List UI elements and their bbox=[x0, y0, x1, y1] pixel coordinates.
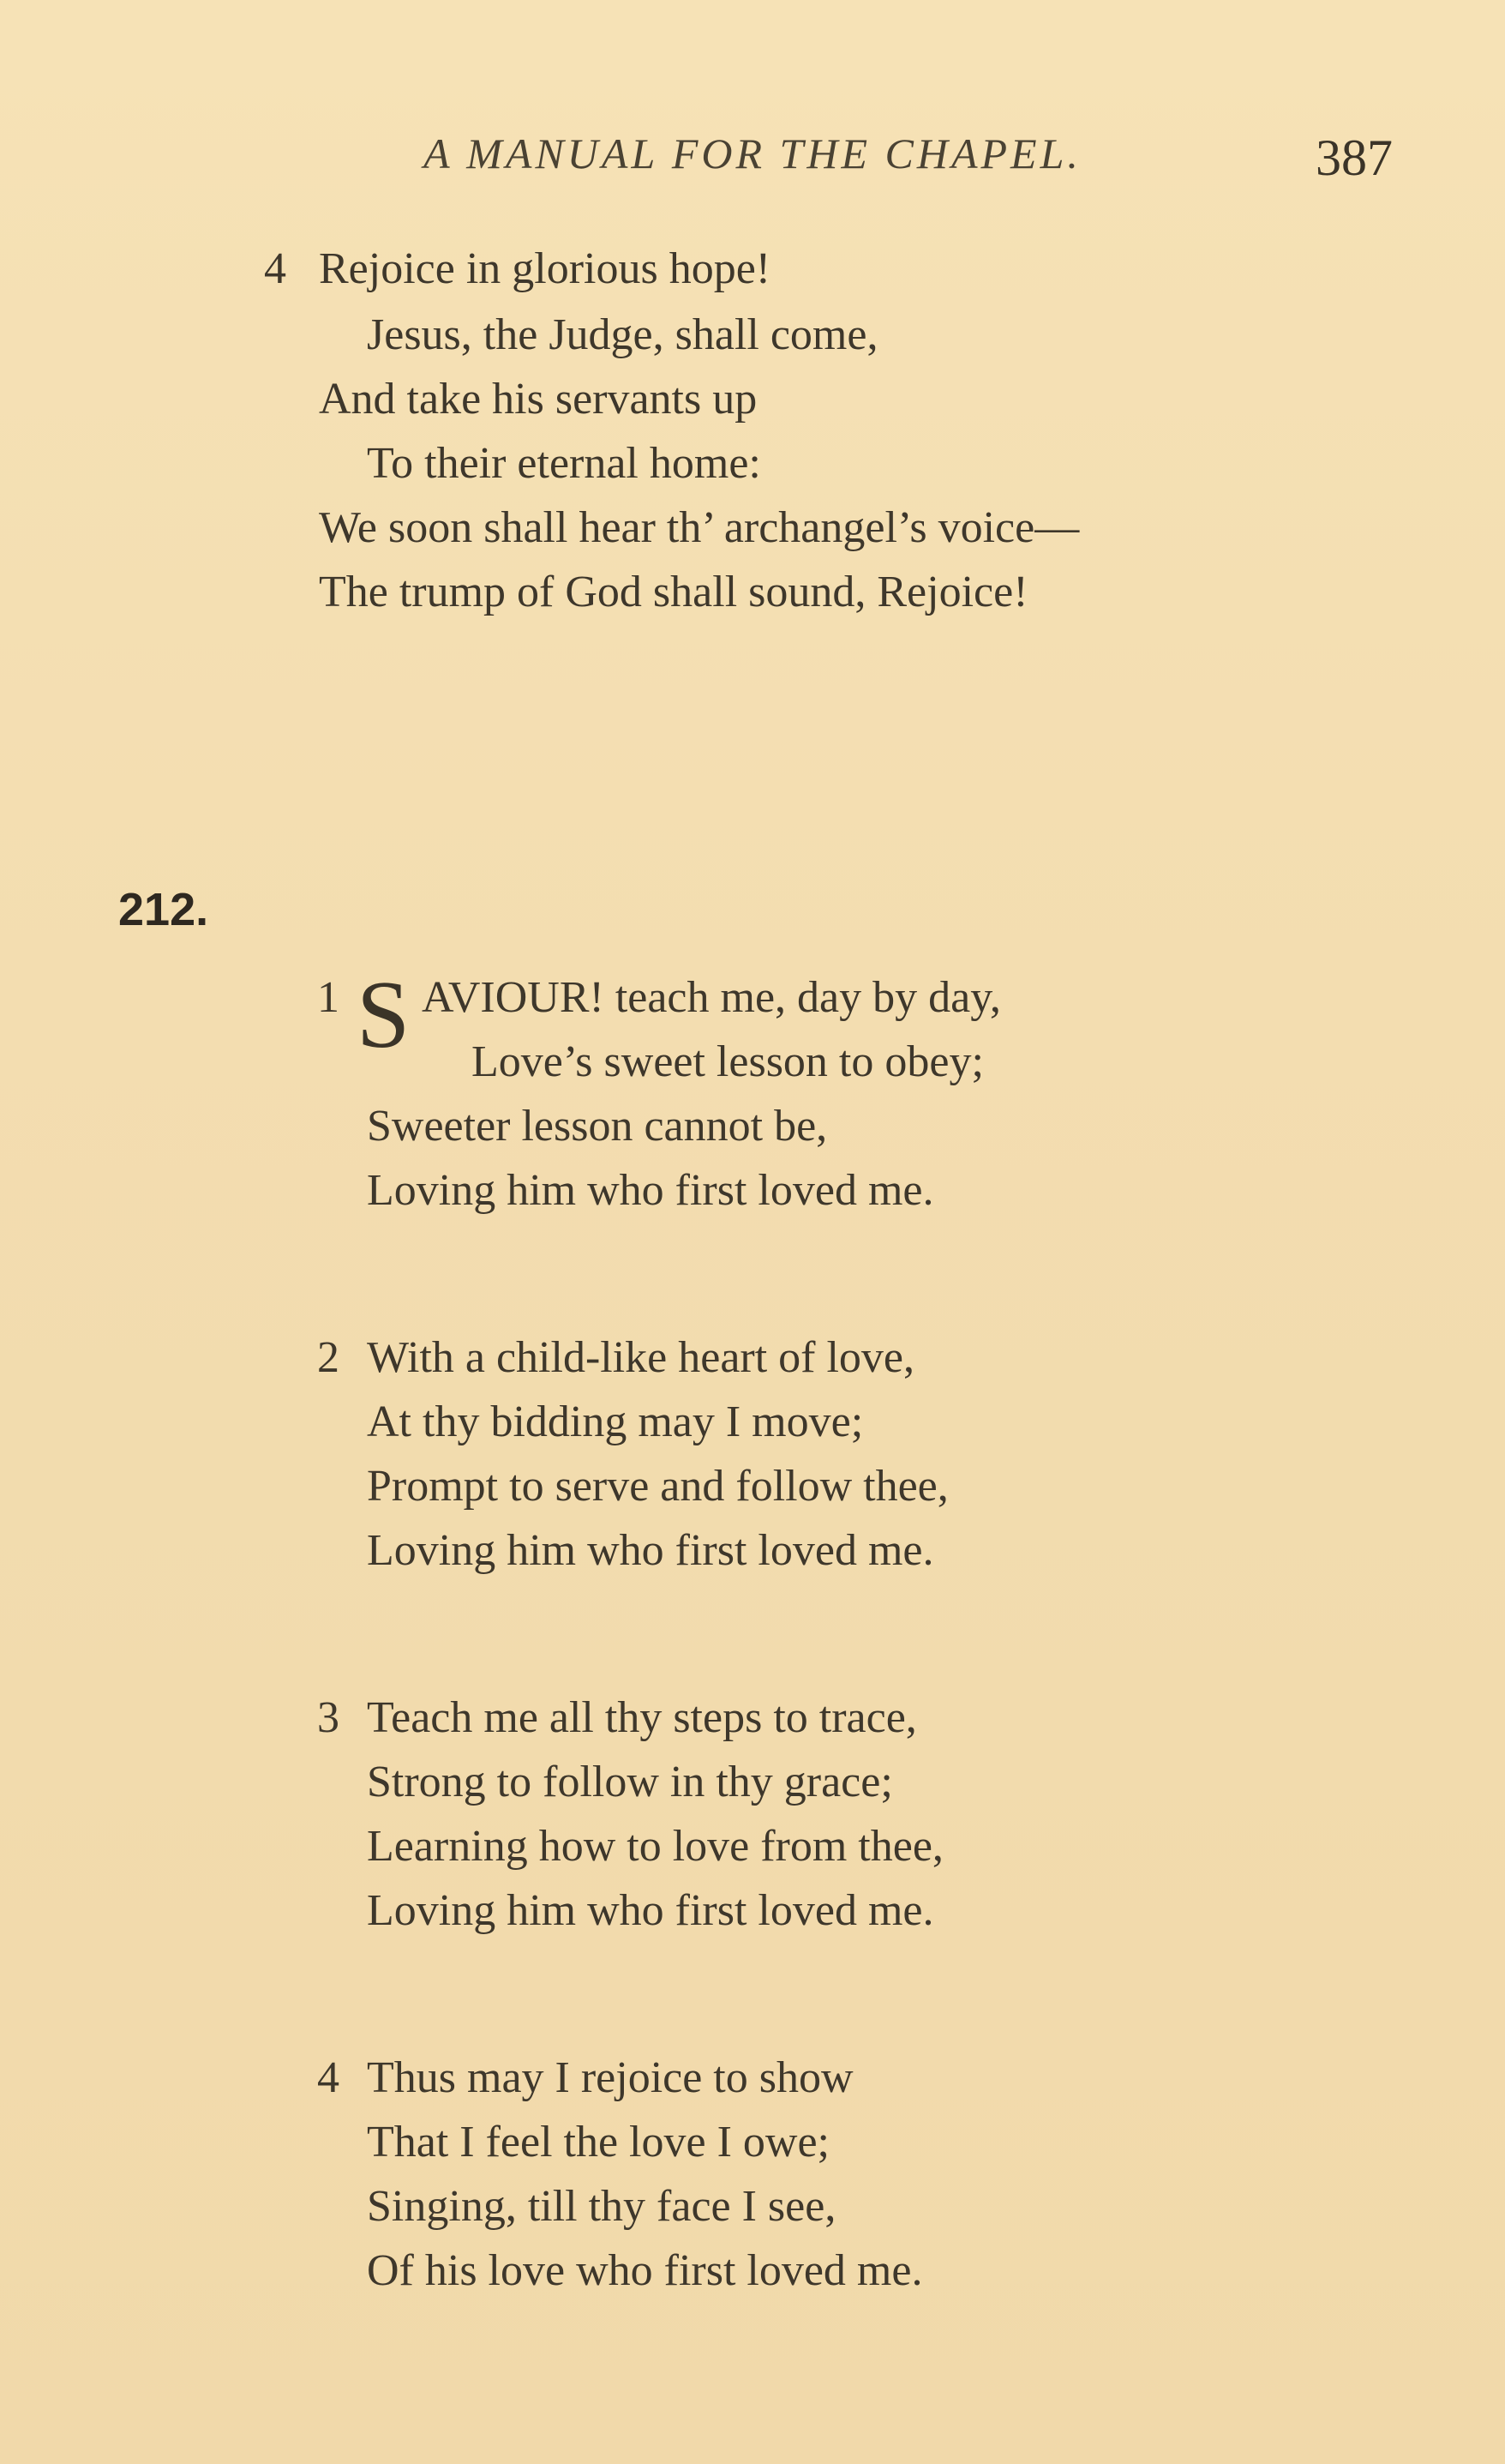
hymn-line: Love’s sweet lesson to obey; bbox=[471, 1037, 984, 1086]
stanza-number: 2 bbox=[317, 1333, 339, 1382]
hymn-line: Loving him who first loved me. bbox=[367, 1886, 934, 1935]
hymn-line: The trump of God shall sound, Rejoice! bbox=[319, 568, 1028, 616]
hymn-number: 212. bbox=[118, 884, 209, 935]
stanza-number: 4 bbox=[264, 244, 286, 293]
hymn-line: Jesus, the Judge, shall come, bbox=[367, 310, 878, 359]
hymn-line: Teach me all thy steps to trace, bbox=[367, 1693, 917, 1742]
hymn-line: And take his servants up bbox=[319, 375, 758, 424]
hymn-line: At thy bidding may I move; bbox=[367, 1397, 864, 1446]
hymn-line: Thus may I rejoice to show bbox=[367, 2053, 854, 2102]
hymn-line: That I feel the love I owe; bbox=[367, 2118, 830, 2167]
stanza-number: 3 bbox=[317, 1693, 339, 1742]
hymn-line: Loving him who first loved me. bbox=[367, 1166, 934, 1215]
drop-cap: S bbox=[357, 962, 411, 1068]
hymn-line: Singing, till thy face I see, bbox=[367, 2182, 836, 2231]
running-header: A MANUAL FOR THE CHAPEL. bbox=[423, 129, 1082, 177]
hymn-line: To their eternal home: bbox=[367, 439, 761, 488]
hymn-line: Prompt to serve and follow thee, bbox=[367, 1462, 949, 1511]
hymn-line: Rejoice in glorious hope! bbox=[319, 244, 771, 293]
hymn-line: Learning how to love from thee, bbox=[367, 1822, 944, 1871]
hymn-line: Sweeter lesson cannot be, bbox=[367, 1102, 828, 1151]
hymn-line: Loving him who first loved me. bbox=[367, 1526, 934, 1575]
stanza-number: 4 bbox=[317, 2053, 339, 2102]
hymn-line: AVIOUR! teach me, day by day, bbox=[422, 973, 1001, 1022]
hymn-line: We soon shall hear th’ archangel’s voice— bbox=[319, 503, 1080, 552]
hymn-line: With a child-like heart of love, bbox=[367, 1333, 915, 1382]
hymn-line: Of his love who first loved me. bbox=[367, 2246, 923, 2295]
hymn-line: Strong to follow in thy grace; bbox=[367, 1758, 893, 1806]
page-number: 387 bbox=[1316, 129, 1393, 186]
stanza-number: 1 bbox=[317, 973, 339, 1022]
